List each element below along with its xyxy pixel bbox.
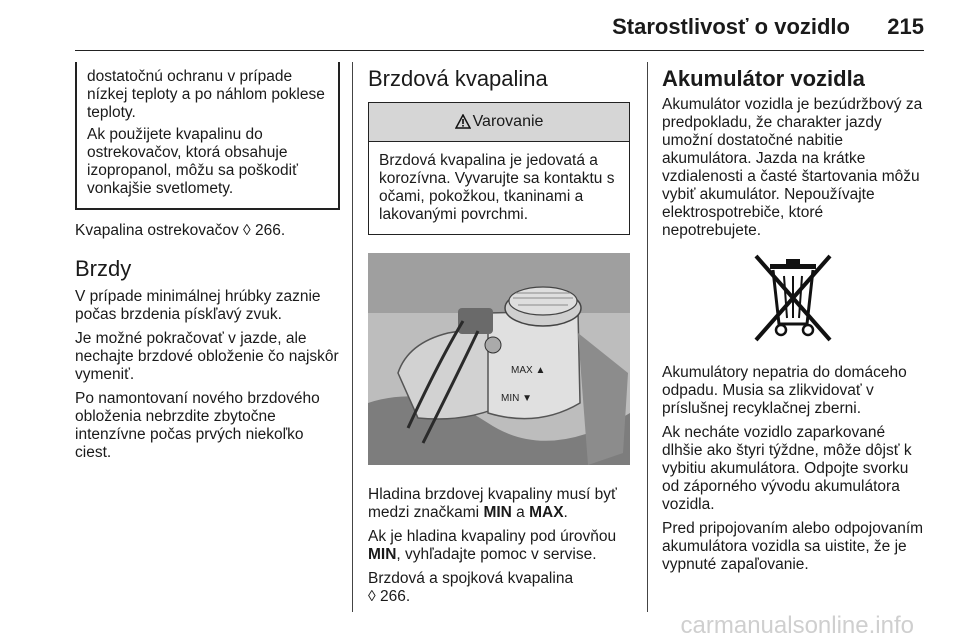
page-reference-link[interactable]: 266. [250,222,286,239]
brake-fluid-heading: Brzdová kvapalina [368,66,548,91]
low-fluid-paragraph: Ak je hladina kvapaliny pod úrovňou MIN, vyhľadajte pomoc v servise. [368,528,617,563]
column-divider-2 [647,62,648,612]
box-paragraph: dostatočnú ochranu v prípade nízkej teploty a po náhlom poklese teploty. [87,68,325,121]
column-divider-1 [352,62,353,612]
header-divider [75,50,924,51]
column-3 [662,66,924,580]
warning-box [368,102,630,235]
max-mark-label: MAX ▲ [511,365,546,376]
max-marker-text: MAX [529,504,564,521]
battery-heading: Akumulátor vozidla [662,66,865,91]
continued-warning-box [75,62,340,210]
warning-title: Varovanie [472,113,544,130]
battery-paragraph: Pred pripojovaním alebo odpojovaním akumulátora vozidla sa uistite, že je vypnuté zapaľovanie. [662,520,924,573]
battery-paragraph: Ak necháte vozidlo zaparkované dlhšie ako štyri týždne, môže dôjsť k vybitiu akumulátora. Odpojte svorku od záporného vývodu akumulátora vozidla. [662,424,912,513]
battery-intro: Akumulátor vozidla je bezúdržbový za predpokladu, že charakter jazdy umožní dostatočné nabitie akumulátora. Jazda na krátke vzdialenosti a časté štartovania môžu vybiť akumulátor. Nepoužívajte elektrospotrebiče, ktoré nepotrebujete. [662,96,923,239]
brakes-heading: Brzdy [75,256,132,281]
warning-header [369,103,629,142]
brakes-paragraph: Je možné pokračovať v jazde, ale nechajte brzdové obloženie čo najskôr vymeniť. [75,330,339,383]
page-reference-icon: ◊ [243,222,251,239]
min-mark-label: MIN ▼ [501,393,533,404]
box-paragraph: Ak použijete kvapalinu do ostrekovačov, ktorá obsahuje izopropanol, môžu sa poškodiť vonkajšie svetlomety. [87,126,298,197]
min-marker-text: MIN [483,504,512,521]
washer-fluid-reference: Kvapalina ostrekovačov ◊ 266. [75,222,286,239]
page-reference-link[interactable]: 266. [375,588,411,605]
warning-triangle-icon [455,114,471,130]
fluid-reference: Brzdová a spojková kvapalina ◊ 266. [368,570,574,605]
column-2 [368,66,630,612]
fluid-level-paragraph: Hladina brzdovej kvapaliny musí byť medzi značkami MIN a MAX. [368,486,617,521]
brakes-paragraph: V prípade minimálnej hrúbky zaznie počas brzdenia pískľavý zvuk. [75,288,321,323]
column-1 [75,62,340,468]
crossed-out-bin-icon [748,250,838,350]
min-marker-text: MIN [368,546,397,563]
brake-fluid-reservoir-image [368,253,630,465]
page-reference-icon: ◊ [368,588,376,605]
watermark: carmanualsonline.info [680,612,914,639]
page-header-title: Starostlivosť o vozidlo [612,14,850,39]
brakes-paragraph: Po namontovaní nového brzdového obloženia nebrzdite zbytočne intenzívne počas prvých niekoľko ciest. [75,390,320,461]
page-number: 215 [887,14,924,39]
warning-text: Brzdová kvapalina je jedovatá a korozívna. Vyvarujte sa kontaktu s očami, pokožkou, tkaninami a lakovanými povrchmi. [379,152,615,223]
battery-paragraph: Akumulátory nepatria do domáceho odpadu. Musia sa zlikvidovať v príslušnej recyklačnej zberni. [662,364,907,417]
